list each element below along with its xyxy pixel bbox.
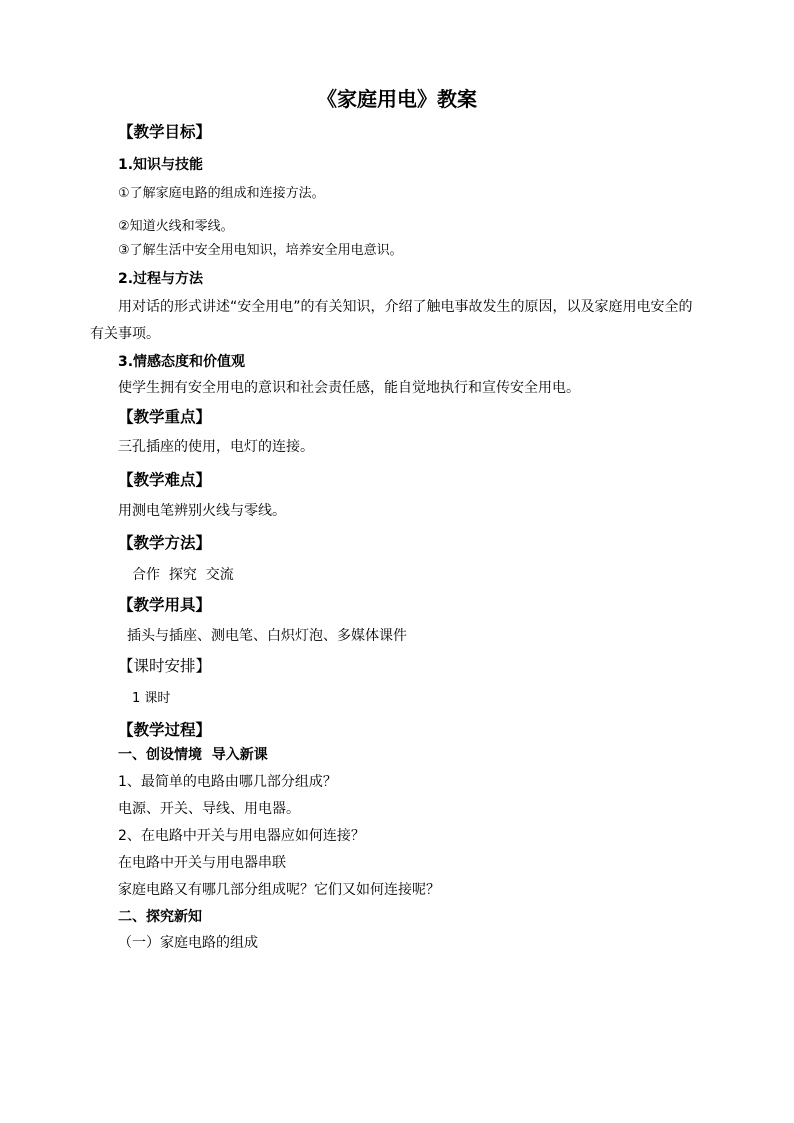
part2-sub-heading: （一）家庭电路的组成 [118,935,258,951]
tools-heading: 【教学用具】 [118,596,212,614]
knowledge-skills-heading: 1.知识与技能 [118,157,204,173]
part1-line-5: 家庭电路又有哪几部分组成呢？它们又如何连接呢？ [118,882,440,898]
part1-heading: 一、创设情境 导入新课 [118,747,268,763]
schedule-heading: 【课时安排】 [118,657,212,675]
process-method-heading: 2.过程与方法 [118,271,204,287]
part1-line-4: 在电路中开关与用电器串联 [118,855,286,871]
part2-heading: 二、探究新知 [118,909,202,925]
process-method-line-2: 有关事项。 [90,326,160,342]
knowledge-item-2: ②知道火线和零线。 [118,219,234,234]
knowledge-item-1: ①了解家庭电路的组成和连接方法。 [118,186,325,201]
difficulties-text: 用测电笔辨别火线与零线。 [118,503,286,519]
attitude-values-heading: 3.情感态度和价值观 [118,354,246,370]
part1-line-3: 2、在电路中开关与用电器应如何连接？ [118,828,365,844]
key-points-text: 三孔插座的使用，电灯的连接。 [118,439,314,455]
teaching-process-heading: 【教学过程】 [118,721,212,739]
methods-heading: 【教学方法】 [118,534,212,552]
document-title: 《家庭用电》教案 [317,87,477,111]
key-points-heading: 【教学重点】 [118,408,212,426]
attitude-values-text: 使学生拥有安全用电的意识和社会责任感，能自觉地执行和宣传安全用电。 [118,380,580,396]
schedule-text: 1 课时 [132,691,171,706]
process-method-line-1: 用对话的形式讲述“安全用电”的有关知识，介绍了触电事故发生的原因，以及家庭用电安全的 [118,299,693,315]
difficulties-heading: 【教学难点】 [118,471,212,489]
objectives-heading: 【教学目标】 [118,123,212,141]
part1-line-2: 电源、开关、导线、用电器。 [118,801,300,817]
knowledge-item-3: ③了解生活中安全用电知识，培养安全用电意识。 [118,243,403,258]
methods-text: 合作 探究 交流 [132,567,234,583]
tools-text: 插头与插座、测电笔、白炽灯泡、多媒体课件 [127,628,407,644]
part1-line-1: 1、最简单的电路由哪几部分组成？ [118,774,337,790]
